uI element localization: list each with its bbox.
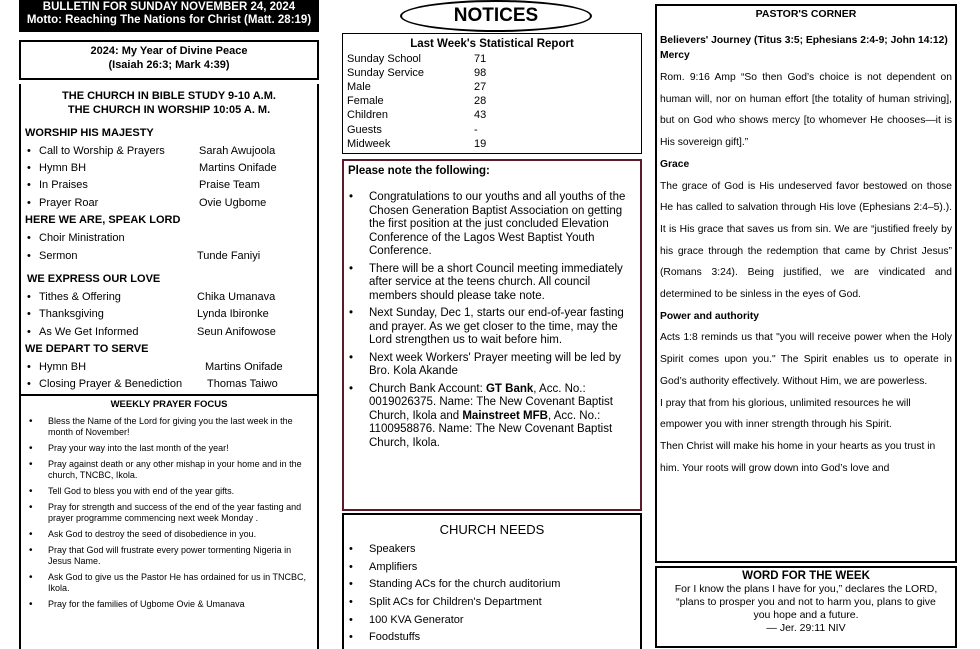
grace-text: The grace of God is His undeserved favor bestowed on those He has called to salvation through His love (Ephesians 2:4–5).). It is His grace that saves us from sin. We are “justified freely by his grace through the redemption that came by Christ Jesus” (Romans 3:24). Being justified, we are vindicated and determined to be sinless in the eyes of God. [660,180,952,301]
prayer-text: I pray that from his glorious, unlimited resources he will empower you with inner strength through his Spirit. [660,397,911,431]
pastors-corner-heading: PASTOR'S CORNER [755,8,857,20]
need-item: • Foodstuffs [344,631,640,644]
church-needs-heading: CHURCH NEEDS [439,522,545,537]
prayer-focus-list [21,416,317,610]
mercy-text: Rom. 9:16 Amp “So then God’s choice is not dependent on human will, nor on human effort [the totality of human striving], but on God who shows mercy [to whomever He chooses—it is His sovereign gift].” [660,72,952,149]
prayer-item: • Tell God to bless you with end of the year gifts. [21,486,317,497]
stat-row: Male 27 [347,81,487,93]
notices-title-oval [400,0,592,32]
year-theme: 2024: My Year of Divine Peace [90,45,248,57]
church-needs-box [342,513,642,649]
prayer-item: • Pray for the families of Ugbome Ovie & Umanava [21,599,317,610]
notice-item-bank: • Church Bank Account: GT Bank, Acc. No.: 0019026375. Name: The New Covenant Baptist Church, Ikola and Mainstreet MFB, Acc. No.: 1100958876. Name: The New Covenant Baptist Church, Ikola. [344,383,634,451]
stat-row: Sunday Service 98 [347,67,487,79]
stats-box [342,33,642,154]
notice-item: • There will be a short Council meeting immediately after service at the teens church. All council members should please take note. [344,263,634,304]
section-heading-worship: WORSHIP HIS MAJESTY [25,127,154,139]
need-item: • 100 KVA Generator [344,614,640,627]
power-text: Acts 1:8 reminds us that "you will receive power when the Holy Spirit comes upon you." The Spirit enables us to operate in God’s authority effectively. Without Him, we are powerless. [660,332,952,387]
mercy-heading: Mercy [660,50,690,61]
church-needs-list [344,543,640,644]
bulletin-title: BULLETIN FOR SUNDAY NOVEMBER 24, 2024 [42,1,296,13]
prayer-item: • Pray your way into the last month of the year! [21,443,317,454]
stat-row: Midweek 19 [347,138,487,150]
verse-line: “plans to prosper you and not to harm you, plans to give [676,596,936,608]
bank-name: GT Bank [485,382,534,395]
verse-line: you hope and a future. [753,609,859,621]
power-heading: Power and authority [660,310,759,322]
prayer-item: • Pray against death or any other mishap in your home and in the church, TNCBC, Ikola. [21,459,317,481]
worship-time: THE CHURCH IN WORSHIP 10:05 A. M. [67,104,271,116]
bible-study-time: THE CHURCH IN BIBLE STUDY 9-10 A.M. [62,90,276,102]
prayer-focus-heading: WEEKLY PRAYER FOCUS [110,399,228,410]
need-item: • Split ACs for Children's Department [344,596,640,609]
notice-item: • Next Sunday, Dec 1, starts our end-of-year fasting and prayer. As we get closer to the time, may the Lord strengthen us to wait before him. [344,307,634,348]
prayer-item: • Ask God to give us the Pastor He has ordained for us in TNCBC, Ikola. [21,572,317,594]
verse-line: For I know the plans I have for you,” declares the LORD, [674,583,938,595]
need-item: • Amplifiers [344,561,640,574]
prayer-focus-box [19,394,319,649]
stat-row: Guests - [347,124,478,136]
section-heading-depart: WE DEPART TO SERVE [25,343,149,355]
section-heading-word: HERE WE ARE, SPEAK LORD [25,214,181,226]
please-note-heading: Please note the following: [348,165,490,177]
year-theme-box [19,40,319,80]
word-for-week-box [655,566,957,648]
year-scripture: (Isaiah 26:3; Mark 4:39) [108,59,230,71]
verse-reference: — Jer. 29:11 NIV [766,622,846,634]
prayer-item: • Pray for strength and success of the end of the year fasting and prayer programme commencing next week Monday . [21,502,317,524]
pastors-corner-box [655,4,957,563]
grace-heading: Grace [660,158,690,170]
prayer-item: • Bless the Name of the Lord for giving you the last week in the month of November! [21,416,317,438]
stats-heading: Last Week's Statistical Report [410,38,574,50]
stat-row: Sunday School 71 [347,53,487,65]
notices-title: NOTICES [453,5,539,26]
bank-name: Mainstreet MFB [462,409,548,422]
prayer-item: • Pray that God will frustrate every power tormenting Nigeria in Jesus Name. [21,545,317,567]
notice-item: • Congratulations to our youths and all youths of the Chosen Generation Baptist Association on getting the first position at the just concluded Elevation Conference of the Lagos West Baptist Youth Conference. [344,191,634,259]
bulletin-motto: Motto: Reaching The Nations for Christ (Matt. 28:19) [26,14,312,26]
section-heading-love: WE EXPRESS OUR LOVE [27,273,161,285]
stat-row: Children 43 [347,109,487,121]
need-item: • Standing ACs for the church auditorium [344,578,640,591]
order-of-service: THE CHURCH IN BIBLE STUDY 9-10 A.M. THE CHURCH IN WORSHIP 10:05 A. M. WORSHIP HIS MAJESTY • Call to Worship & Prayers Sarah Awujoola • Hymn BH Martins Onifade • In Praises Praise Team • Prayer Roar Ovie Ugbome HERE WE ARE, SPEAK LORD • Choir Ministration • Sermon Tunde Faniyi WE EXPRESS OUR LOVE • Tithes & Offering Chika Umanava • Thanksgiving Lynda Ibironke • As We Get Informed Seun Anifowose WE DEPART TO SERVE • Hymn BH Martins Onifade • Closing Prayer & Benediction Thomas Taiwo [19,84,319,394]
word-for-week-heading: WORD FOR THE WEEK [742,570,870,582]
notice-item: • Next week Workers' Prayer meeting will be led by Bro. Kola Akande [344,352,634,379]
sermon-title: Believers' Journey (Titus 3:5; Ephesians 2:4-9; John 14:12) [660,35,948,46]
christ-text: Then Christ will make his home in your hearts as you trust in him. Your roots will grow down into God’s love and [660,440,936,474]
need-item: • Speakers [344,543,640,556]
notices-list [344,191,640,450]
prayer-item: • Ask God to destroy the seed of disobedience in you. [21,529,317,540]
stat-row: Female 28 [347,95,487,107]
bulletin-header [19,0,319,32]
please-note-box [342,159,642,511]
